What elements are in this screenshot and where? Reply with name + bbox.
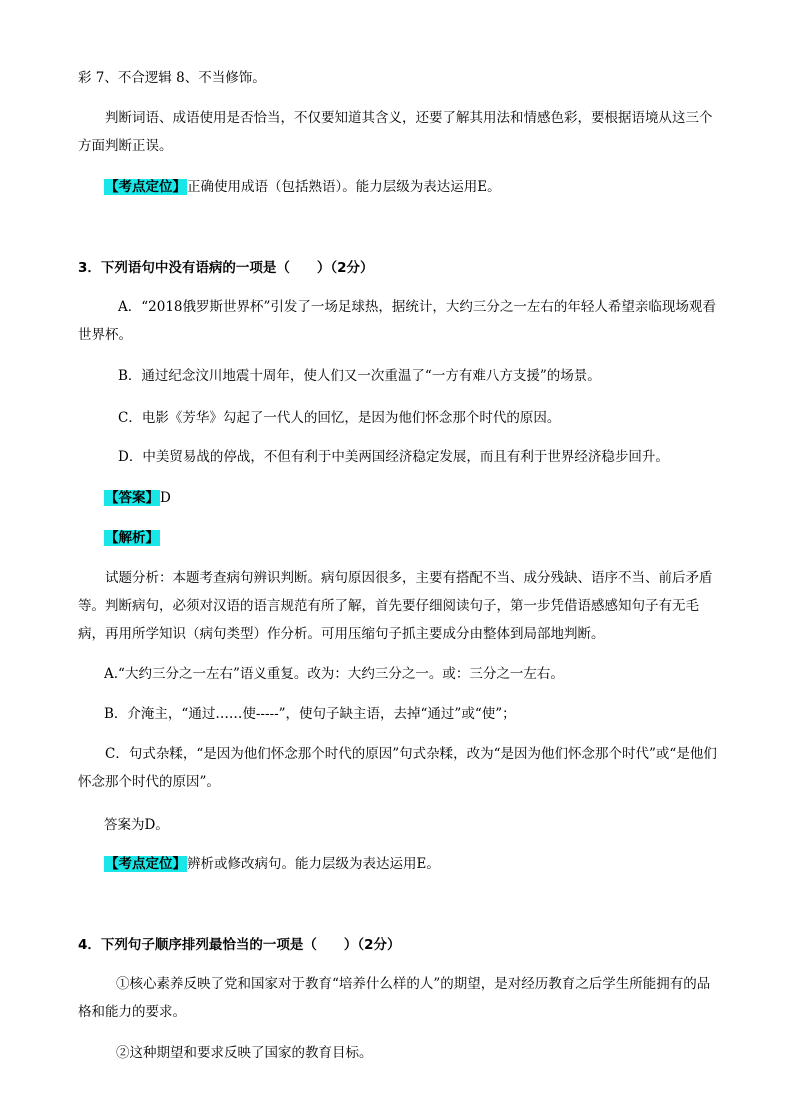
analysis-paragraph: 试题分析：本题考查病句辨识判断。病句原因很多，主要有搭配不当、成分残缺、语序不当、前后矛盾等。判断病句，必须对汉语的语言规范有所了解，首先要仔细阅读句子，第一步凭借语感感知句子有无毛病，再用所学知识（病句类型）作分析。可用压缩句子抓主要成分由整体到局部地判断。 <box>78 570 713 642</box>
answer-value: D <box>160 490 171 506</box>
paragraph: 判断词语、成语使用是否恰当，不仅要知道其含义，还要了解其用法和情感色彩，要根据语境从这三个方面判断正误。 <box>78 110 713 154</box>
kaodian-text-2: 辨析或修改病句。能力层级为表达运用E。 <box>187 856 440 872</box>
answer-tag: 【答案】 <box>105 490 159 506</box>
answer-line <box>104 488 171 508</box>
kaodian-tag-2: 【考点定位】 <box>105 856 186 872</box>
kaodian-line <box>104 177 501 197</box>
analysis-line <box>104 528 160 548</box>
option-d: D．中美贸易战的停战，不但有利于中美两国经济稳定发展，而且有利于世界经济稳步回升。 <box>118 449 669 465</box>
sentence-2: ②这种期望和要求反映了国家的教育目标。 <box>116 1045 373 1061</box>
question-4-title: 4．下列句子顺序排列最恰当的一项是（ ）（2分） <box>78 937 401 953</box>
option-b: B．通过纪念汶川地震十周年，使人们又一次重温了“一方有难八方支援”的场景。 <box>118 368 601 384</box>
analysis-tag: 【解析】 <box>105 530 159 546</box>
kaodian-text: 正确使用成语（包括熟语）。能力层级为表达运用E。 <box>187 179 501 195</box>
sentence-1: ①核心素养反映了党和国家对于教育“培养什么样的人”的期望，是对经历教育之后学生所能拥有的品格和能力的要求。 <box>78 976 711 1020</box>
explain-c: C．句式杂糅，“是因为他们怀念那个时代的原因”句式杂糅，改为“是因为他们怀念那个时代”或“是他们怀念那个时代的原因”。 <box>78 746 717 790</box>
final-answer: 答案为D。 <box>104 817 169 833</box>
kaodian-tag: 【考点定位】 <box>105 179 186 195</box>
option-c: C．电影《芳华》勾起了一代人的回忆，是因为他们怀念那个时代的原因。 <box>118 410 561 426</box>
explain-b: B．介淹主，“通过……使-----”，使句子缺主语，去掉“通过”或“使”； <box>104 706 516 722</box>
kaodian-line-2 <box>104 854 440 874</box>
option-a: A．“2018俄罗斯世界杯”引发了一场足球热，据统计，大约三分之一左右的年轻人希望亲临现场观看世界杯。 <box>78 299 716 343</box>
explain-a: A.“大约三分之一左右”语义重复。改为：大约三分之一。或：三分之一左右。 <box>104 666 564 682</box>
text-line: 彩 7、不合逻辑 8、不当修饰。 <box>78 70 266 86</box>
question-3-title: 3．下列语句中没有语病的一项是（ ）（2分） <box>78 260 374 276</box>
